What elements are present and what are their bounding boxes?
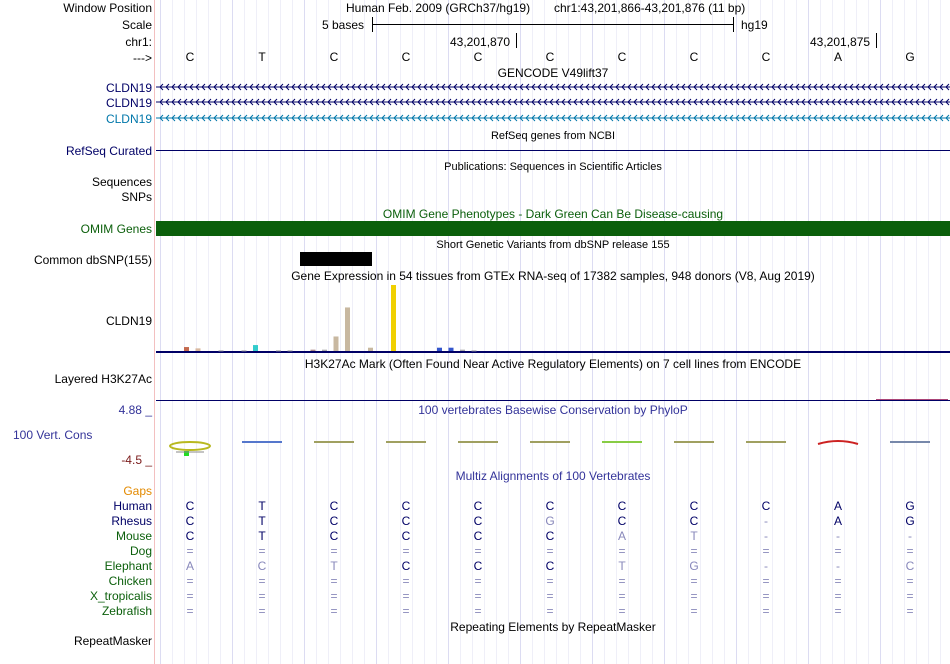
multiz-base: = bbox=[906, 589, 914, 603]
multiz-base: = bbox=[186, 589, 194, 603]
gtex-bar-chart[interactable] bbox=[156, 284, 950, 354]
multiz-base: C bbox=[401, 499, 411, 513]
ruler-tick-2: 43,201,875 bbox=[810, 35, 871, 49]
refseq-track-title[interactable]: RefSeq genes from NCBI bbox=[490, 130, 616, 142]
gencode-label-1[interactable]: CLDN19 bbox=[105, 81, 152, 95]
multiz-base: C bbox=[473, 514, 483, 528]
multiz-species-label[interactable]: X_tropicalis bbox=[89, 589, 152, 603]
refseq-label[interactable]: RefSeq Curated bbox=[65, 144, 152, 158]
multiz-species-label[interactable]: Chicken bbox=[108, 574, 152, 588]
gencode-track-title[interactable]: GENCODE V49lift37 bbox=[497, 66, 609, 80]
multiz-base: T bbox=[330, 559, 338, 573]
multiz-base: C bbox=[401, 514, 411, 528]
multiz-base: C bbox=[545, 559, 555, 573]
multiz-base: = bbox=[402, 589, 410, 603]
repeatmasker-label[interactable]: RepeatMasker bbox=[73, 634, 152, 648]
phylop-label[interactable]: 100 Vert. Cons bbox=[13, 428, 93, 442]
phylop-signal-mark bbox=[170, 442, 210, 450]
window-position-value: chr1:43,201,866-43,201,876 (11 bp) bbox=[554, 1, 746, 15]
multiz-base: = bbox=[474, 544, 482, 558]
multiz-base: = bbox=[258, 574, 266, 588]
chrom-label: chr1: bbox=[125, 35, 152, 49]
multiz-base: - bbox=[836, 559, 840, 573]
multiz-base: T bbox=[258, 499, 266, 513]
window-position-label: Window Position bbox=[63, 1, 152, 15]
multiz-base: = bbox=[618, 574, 626, 588]
omim-track-title[interactable]: OMIM Gene Phenotypes - Dark Green Can Be Disease-causing bbox=[382, 207, 724, 221]
multiz-base: = bbox=[402, 604, 410, 618]
multiz-base: = bbox=[330, 589, 338, 603]
multiz-base: G bbox=[545, 514, 555, 528]
multiz-base: A bbox=[617, 529, 626, 543]
multiz-base: C bbox=[689, 499, 699, 513]
multiz-base: = bbox=[834, 604, 842, 618]
multiz-base: = bbox=[762, 589, 770, 603]
phylop-signal-mark bbox=[818, 441, 858, 444]
repeatmasker-track-title[interactable]: Repeating Elements by RepeatMasker bbox=[450, 620, 656, 634]
multiz-base: = bbox=[474, 574, 482, 588]
multiz-base: - bbox=[836, 529, 840, 543]
multiz-base: = bbox=[618, 544, 626, 558]
multiz-base: = bbox=[762, 574, 770, 588]
multiz-base: - bbox=[764, 514, 768, 528]
multiz-base: C bbox=[545, 529, 555, 543]
gtex-bar bbox=[345, 307, 350, 351]
multiz-species-label[interactable]: Mouse bbox=[115, 529, 152, 543]
multiz-base: = bbox=[546, 544, 554, 558]
phylop-track-title[interactable]: 100 vertebrates Basewise Conservation by PhyloP bbox=[418, 403, 688, 417]
sequence-base: C bbox=[617, 50, 627, 64]
phylop-max: 4.88 _ bbox=[118, 403, 152, 417]
dbsnp-variant-block[interactable] bbox=[300, 252, 372, 266]
multiz-base: = bbox=[690, 589, 698, 603]
gtex-bar bbox=[368, 348, 373, 351]
dbsnp-label[interactable]: Common dbSNP(155) bbox=[33, 253, 152, 267]
multiz-base: G bbox=[689, 559, 699, 573]
h3k27ac-baseline bbox=[156, 400, 950, 401]
multiz-base: A bbox=[833, 499, 842, 513]
gtex-track-title[interactable]: Gene Expression in 54 tissues from GTEx RNA-seq of 17382 samples, 948 donors (V8, Aug 2019) bbox=[291, 269, 815, 283]
multiz-base: = bbox=[834, 544, 842, 558]
gtex-bar bbox=[472, 350, 477, 351]
multiz-base: = bbox=[690, 544, 698, 558]
gtex-bar bbox=[391, 285, 396, 351]
multiz-base: C bbox=[185, 529, 195, 543]
gtex-bar bbox=[311, 350, 316, 351]
multiz-base: C bbox=[401, 559, 411, 573]
multiz-base: T bbox=[618, 559, 626, 573]
multiz-base: = bbox=[618, 589, 626, 603]
multiz-base: = bbox=[402, 544, 410, 558]
multiz-base: = bbox=[186, 544, 194, 558]
gencode-gene-models[interactable] bbox=[0, 0, 950, 130]
h3k27ac-label[interactable]: Layered H3K27Ac bbox=[54, 372, 152, 386]
multiz-base: = bbox=[834, 589, 842, 603]
multiz-base: = bbox=[474, 589, 482, 603]
gtex-bar bbox=[184, 347, 189, 351]
h3k27ac-track-title[interactable]: H3K27Ac Mark (Often Found Near Active Regulatory Elements) on 7 cell lines from ENCODE bbox=[304, 357, 802, 371]
multiz-species-label[interactable]: Zebrafish bbox=[101, 604, 152, 618]
multiz-base: = bbox=[906, 544, 914, 558]
multiz-base: T bbox=[258, 529, 266, 543]
multiz-base: = bbox=[906, 574, 914, 588]
multiz-base: C bbox=[329, 529, 339, 543]
multiz-base: C bbox=[473, 499, 483, 513]
sequence-base: A bbox=[833, 50, 842, 64]
gtex-bar bbox=[334, 336, 339, 351]
multiz-base: T bbox=[690, 529, 698, 543]
multiz-base: C bbox=[473, 559, 483, 573]
gtex-bar bbox=[437, 348, 442, 351]
scale-label: Scale bbox=[121, 18, 152, 32]
multiz-base: = bbox=[186, 604, 194, 618]
multiz-base: A bbox=[833, 514, 842, 528]
multiz-base: = bbox=[258, 589, 266, 603]
gencode-label-3[interactable]: CLDN19 bbox=[105, 112, 152, 126]
multiz-base: = bbox=[258, 604, 266, 618]
multiz-base: = bbox=[546, 589, 554, 603]
gtex-bar bbox=[219, 350, 224, 351]
multiz-base: C bbox=[257, 559, 267, 573]
multiz-base: C bbox=[689, 514, 699, 528]
multiz-base: = bbox=[474, 604, 482, 618]
multiz-base: C bbox=[401, 529, 411, 543]
scale-bar-text: 5 bases bbox=[322, 18, 365, 32]
gtex-bar bbox=[322, 350, 327, 351]
multiz-base: G bbox=[905, 514, 915, 528]
multiz-base: = bbox=[546, 604, 554, 618]
multiz-base: C bbox=[905, 559, 915, 573]
scale-db: hg19 bbox=[741, 18, 768, 32]
sequence-base: C bbox=[689, 50, 699, 64]
gtex-bar bbox=[449, 348, 454, 351]
gtex-label[interactable]: CLDN19 bbox=[105, 314, 152, 328]
multiz-base: = bbox=[330, 604, 338, 618]
sequence-base: C bbox=[185, 50, 195, 64]
multiz-base: = bbox=[690, 574, 698, 588]
gtex-bar bbox=[276, 350, 281, 351]
multiz-species-label[interactable]: Elephant bbox=[104, 559, 152, 573]
omim-label[interactable]: OMIM Genes bbox=[80, 222, 152, 236]
multiz-base: = bbox=[834, 574, 842, 588]
gtex-bar bbox=[460, 350, 465, 351]
multiz-base: = bbox=[330, 544, 338, 558]
multiz-base: G bbox=[905, 499, 915, 513]
gtex-bar bbox=[253, 345, 258, 351]
multiz-base: = bbox=[186, 574, 194, 588]
multiz-base: C bbox=[473, 529, 483, 543]
multiz-base: = bbox=[402, 574, 410, 588]
multiz-base: - bbox=[908, 529, 912, 543]
gtex-bar bbox=[288, 350, 293, 351]
multiz-base: = bbox=[330, 574, 338, 588]
strand-label: ---> bbox=[133, 51, 152, 65]
multiz-base: C bbox=[329, 514, 339, 528]
assembly-name: Human Feb. 2009 (GRCh37/hg19) bbox=[346, 1, 531, 15]
gtex-bar bbox=[242, 350, 247, 351]
multiz-base: C bbox=[617, 514, 627, 528]
publications-sequences-label[interactable]: Sequences bbox=[91, 175, 152, 189]
phylop-min: -4.5 _ bbox=[121, 453, 152, 467]
sequence-base: C bbox=[545, 50, 555, 64]
multiz-base: C bbox=[185, 499, 195, 513]
gaps-label: Gaps bbox=[123, 484, 152, 498]
ruler-tick-1: 43,201,870 bbox=[450, 35, 511, 49]
multiz-track-title[interactable]: Multiz Alignments of 100 Vertebrates bbox=[455, 469, 651, 483]
multiz-base: = bbox=[546, 574, 554, 588]
publications-snps-label[interactable]: SNPs bbox=[121, 190, 152, 204]
multiz-base: - bbox=[764, 559, 768, 573]
multiz-base: T bbox=[258, 514, 266, 528]
sequence-base: G bbox=[905, 50, 915, 64]
multiz-base: C bbox=[617, 499, 627, 513]
multiz-base: C bbox=[329, 499, 339, 513]
multiz-species-label[interactable]: Rhesus bbox=[111, 514, 152, 528]
sequence-base: T bbox=[258, 50, 266, 64]
gtex-bar bbox=[196, 348, 201, 351]
multiz-base: = bbox=[258, 544, 266, 558]
multiz-base: C bbox=[545, 499, 555, 513]
omim-gene-bar[interactable] bbox=[156, 221, 950, 236]
multiz-species-label[interactable]: Dog bbox=[129, 544, 152, 558]
refseq-gene-line[interactable] bbox=[156, 150, 950, 151]
multiz-base: = bbox=[690, 604, 698, 618]
dbsnp-track-title[interactable]: Short Genetic Variants from dbSNP release 155 bbox=[436, 239, 670, 251]
sequence-base: C bbox=[761, 50, 771, 64]
multiz-base: = bbox=[906, 604, 914, 618]
multiz-base: C bbox=[761, 499, 771, 513]
multiz-species-label[interactable]: Human bbox=[113, 499, 152, 513]
phylop-signal[interactable] bbox=[0, 430, 950, 460]
gencode-label-2[interactable]: CLDN19 bbox=[105, 96, 152, 110]
sequence-base: C bbox=[401, 50, 411, 64]
multiz-base: = bbox=[762, 544, 770, 558]
multiz-base: = bbox=[762, 604, 770, 618]
sequence-base: C bbox=[473, 50, 483, 64]
multiz-base: = bbox=[618, 604, 626, 618]
publications-track-title[interactable]: Publications: Sequences in Scientific Articles bbox=[444, 161, 662, 173]
multiz-base: - bbox=[764, 529, 768, 543]
h3k27ac-signal bbox=[876, 399, 948, 400]
multiz-base: C bbox=[185, 514, 195, 528]
sequence-base: C bbox=[329, 50, 339, 64]
multiz-base: A bbox=[185, 559, 194, 573]
